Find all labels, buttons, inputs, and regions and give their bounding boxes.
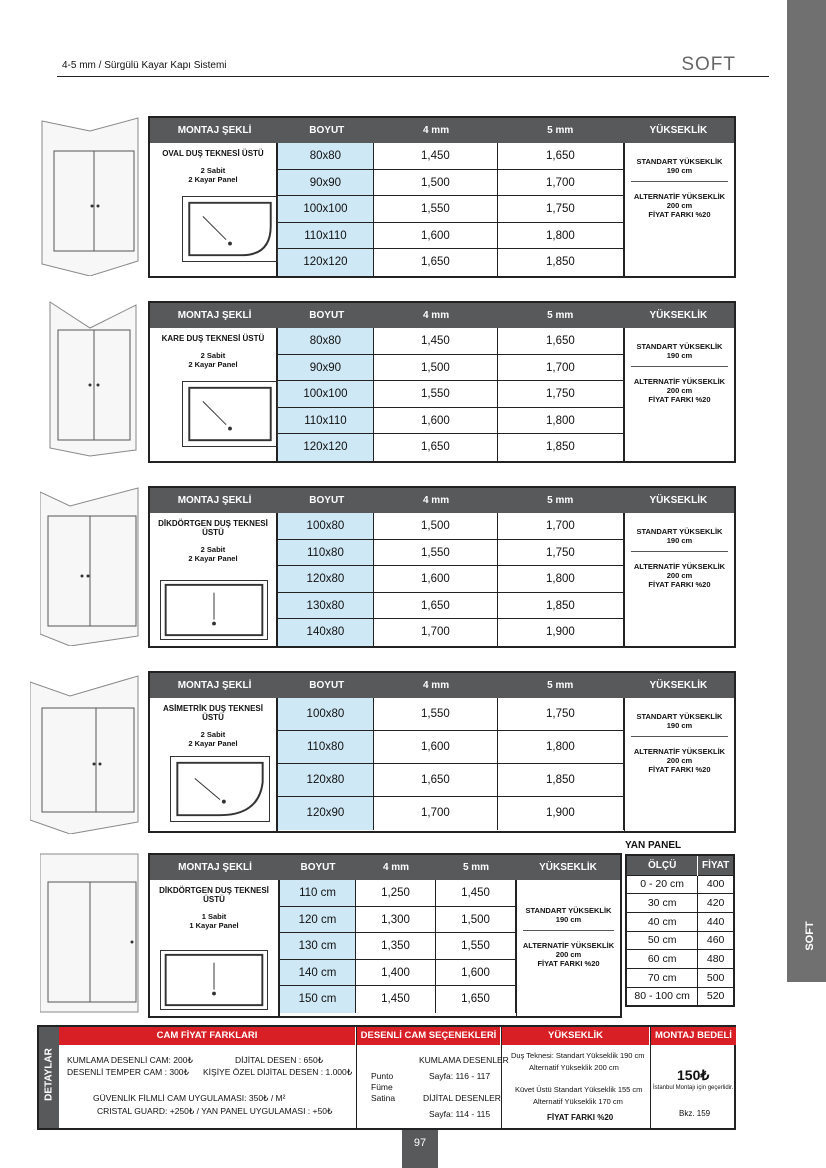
col-montaj: MONTAJ ŞEKLİ bbox=[177, 125, 252, 136]
height-note bbox=[624, 328, 734, 461]
panel-fixed: 2 Sabit bbox=[200, 545, 226, 554]
height-note bbox=[516, 880, 620, 1016]
size: 100x80 bbox=[278, 698, 374, 730]
col-boyut: BOYUT bbox=[309, 310, 345, 321]
cam-dijital: DİJİTAL DESEN : 650₺ bbox=[235, 1055, 324, 1065]
price-4mm: 1,250 bbox=[356, 880, 436, 906]
size: 90x90 bbox=[278, 170, 374, 196]
table-row bbox=[280, 907, 516, 934]
header-divider bbox=[57, 76, 769, 77]
alt-height-label: ALTERNATİF YÜKSEKLİK bbox=[633, 747, 726, 756]
montaj-note: İstanbul Montajı için geçerlidir. bbox=[653, 1085, 734, 1091]
price-5mm: 1,850 bbox=[498, 764, 624, 796]
price: 480 bbox=[698, 950, 734, 969]
std-height-value: 190 cm bbox=[555, 915, 582, 924]
price-4mm: 1,400 bbox=[356, 960, 436, 986]
col-boyut: BOYUT bbox=[309, 680, 345, 691]
side-panel-table bbox=[625, 840, 735, 1007]
table-row bbox=[626, 912, 734, 931]
price-4mm: 1,550 bbox=[374, 381, 498, 407]
price-5mm: 1,750 bbox=[498, 540, 624, 566]
col-yukseklik: YÜKSEKLİK bbox=[539, 862, 597, 873]
square-tray-plan-icon bbox=[182, 381, 278, 447]
sidebar-label: SOFT bbox=[804, 921, 816, 951]
size: 110x80 bbox=[278, 731, 374, 763]
col-olcu: ÖLÇÜ bbox=[626, 855, 698, 875]
cam-header: CAM FİYAT FARKLARI bbox=[59, 1027, 356, 1045]
single-slider-plan-icon bbox=[160, 950, 268, 1010]
panel-sliding: 2 Kayar Panel bbox=[188, 739, 238, 748]
price-5mm: 1,650 bbox=[498, 328, 624, 354]
alt-height-value: 200 cm bbox=[666, 756, 693, 765]
std-height-value: 190 cm bbox=[666, 721, 693, 730]
montaj-ref: Bkz. 159 bbox=[679, 1109, 711, 1118]
table-row bbox=[626, 931, 734, 950]
size: 80 - 100 cm bbox=[626, 987, 698, 1006]
cam-cristal: CRISTAL GUARD: +250₺ / YAN PANEL UYGULAMASI : +50₺ bbox=[97, 1106, 333, 1116]
panel-fixed: 2 Sabit bbox=[200, 730, 226, 739]
size: 90x90 bbox=[278, 355, 374, 381]
price-diff: FİYAT FARKI %20 bbox=[537, 959, 600, 968]
table-row bbox=[626, 875, 734, 894]
yuk-kuvet-alt: Alternatif Yükseklik 170 cm bbox=[533, 1097, 623, 1106]
table-row bbox=[278, 381, 624, 408]
price-4mm: 1,700 bbox=[374, 619, 498, 646]
price-4mm: 1,700 bbox=[374, 797, 498, 830]
table-row bbox=[278, 408, 624, 435]
size: 60 cm bbox=[626, 950, 698, 969]
cam-temper: DESENLİ TEMPER CAM : 300₺ bbox=[67, 1067, 189, 1077]
col-montaj: MONTAJ ŞEKLİ bbox=[178, 862, 252, 873]
height-note bbox=[624, 143, 734, 276]
price-4mm: 1,600 bbox=[374, 223, 498, 249]
divider bbox=[650, 1027, 651, 1128]
col-boyut: BOYUT bbox=[309, 125, 345, 136]
price-5mm: 1,900 bbox=[498, 619, 624, 646]
col-yukseklik: YÜKSEKLİK bbox=[649, 495, 708, 506]
table-row bbox=[280, 880, 516, 907]
price-4mm: 1,600 bbox=[374, 731, 498, 763]
desen-dijital-page: Sayfa: 114 - 115 bbox=[429, 1109, 491, 1119]
col-yukseklik: YÜKSEKLİK bbox=[649, 310, 708, 321]
col-4mm: 4 mm bbox=[422, 680, 450, 691]
std-height-label: STANDART YÜKSEKLİK bbox=[636, 527, 723, 536]
size: 80x80 bbox=[278, 143, 374, 169]
size: 40 cm bbox=[626, 912, 698, 931]
table-row bbox=[278, 434, 624, 461]
page-subtitle: 4-5 mm / Sürgülü Kayar Kapı Sistemi bbox=[62, 60, 227, 71]
desen-satina: Satina bbox=[371, 1093, 396, 1103]
col-5mm: 5 mm bbox=[547, 495, 574, 506]
price-4mm: 1,550 bbox=[374, 196, 498, 222]
panel-fixed: 2 Sabit bbox=[200, 351, 226, 360]
size: 140 cm bbox=[280, 960, 356, 986]
tray-name: DİKDÖRTGEN DUŞ TEKNESİ ÜSTÜ bbox=[159, 886, 269, 904]
table-row bbox=[278, 223, 624, 250]
size: 120x80 bbox=[278, 566, 374, 592]
price-5mm: 1,850 bbox=[498, 434, 624, 461]
price-4mm: 1,300 bbox=[356, 907, 436, 933]
divider bbox=[501, 1027, 502, 1128]
col-5mm: 5 mm bbox=[462, 862, 490, 873]
asymmetric-cabin-photo bbox=[30, 674, 140, 834]
yuk-dus-alt: Alternatif Yükseklik 200 cm bbox=[529, 1063, 619, 1072]
cam-ozel: KİŞİYE ÖZEL DİJİTAL DESEN : 1.000₺ bbox=[203, 1067, 353, 1077]
price-4mm: 1,550 bbox=[374, 698, 498, 730]
desen-header: DESENLİ CAM SEÇENEKLERİ bbox=[357, 1027, 501, 1045]
col-5mm: 5 mm bbox=[547, 125, 574, 136]
panel-sliding: 1 Kayar Panel bbox=[189, 921, 239, 930]
price-5mm: 1,850 bbox=[498, 593, 624, 619]
panel-fixed: 2 Sabit bbox=[200, 166, 226, 175]
size: 110x110 bbox=[278, 408, 374, 434]
col-5mm: 5 mm bbox=[547, 680, 574, 691]
table-row bbox=[626, 950, 734, 969]
size: 120x120 bbox=[278, 249, 374, 276]
size: 100x100 bbox=[278, 381, 374, 407]
page-number: 97 bbox=[402, 1130, 438, 1168]
col-yukseklik: YÜKSEKLİK bbox=[649, 125, 708, 136]
square-cabin-photo bbox=[40, 300, 140, 458]
price: 440 bbox=[698, 912, 734, 931]
col-yukseklik: YÜKSEKLİK bbox=[649, 680, 708, 691]
size: 0 - 20 cm bbox=[626, 875, 698, 894]
price-5mm: 1,600 bbox=[436, 960, 516, 986]
desen-punto: Punto bbox=[371, 1071, 394, 1081]
size: 150 cm bbox=[280, 986, 356, 1013]
desen-fume: Füme bbox=[371, 1082, 393, 1092]
price-5mm: 1,700 bbox=[498, 513, 624, 539]
size: 120x80 bbox=[278, 764, 374, 796]
col-montaj: MONTAJ ŞEKLİ bbox=[177, 680, 252, 691]
std-height-value: 190 cm bbox=[666, 166, 693, 175]
price-diff: FİYAT FARKI %20 bbox=[648, 580, 711, 589]
table-row bbox=[278, 328, 624, 355]
std-height-label: STANDART YÜKSEKLİK bbox=[525, 906, 612, 915]
price-5mm: 1,650 bbox=[498, 143, 624, 169]
price-5mm: 1,550 bbox=[436, 933, 516, 959]
size: 100x100 bbox=[278, 196, 374, 222]
panel-fixed: 1 Sabit bbox=[201, 912, 227, 921]
table-row bbox=[278, 698, 624, 731]
price-5mm: 1,650 bbox=[436, 986, 516, 1013]
price: 520 bbox=[698, 987, 734, 1006]
col-4mm: 4 mm bbox=[422, 495, 450, 506]
montaj-price: 150₺ bbox=[677, 1067, 710, 1083]
table-row bbox=[278, 170, 624, 197]
tray-name: DİKDÖRTGEN DUŞ TEKNESİ ÜSTÜ bbox=[158, 519, 268, 537]
oval-cabin-photo bbox=[40, 116, 140, 276]
alt-height-label: ALTERNATİF YÜKSEKLİK bbox=[633, 377, 726, 386]
alt-height-label: ALTERNATİF YÜKSEKLİK bbox=[633, 192, 726, 201]
table-row bbox=[278, 196, 624, 223]
price-5mm: 1,700 bbox=[498, 170, 624, 196]
side-panel-title: YAN PANEL bbox=[625, 840, 682, 851]
table-row bbox=[278, 513, 624, 540]
price-4mm: 1,650 bbox=[374, 764, 498, 796]
montaj-header: MONTAJ BEDELİ bbox=[651, 1027, 736, 1045]
price: 500 bbox=[698, 968, 734, 987]
std-height-label: STANDART YÜKSEKLİK bbox=[636, 157, 723, 166]
desen-kumlama-page: Sayfa: 116 - 117 bbox=[429, 1071, 491, 1081]
col-5mm: 5 mm bbox=[547, 310, 574, 321]
table-row bbox=[278, 566, 624, 593]
price-4mm: 1,500 bbox=[374, 355, 498, 381]
price-5mm: 1,800 bbox=[498, 408, 624, 434]
price-5mm: 1,500 bbox=[436, 907, 516, 933]
cam-guvenlik: GÜVENLİK FİLMLİ CAM UYGULAMASI: 350₺ / M² bbox=[93, 1093, 286, 1103]
panel-sliding: 2 Kayar Panel bbox=[188, 175, 238, 184]
price-5mm: 1,800 bbox=[498, 223, 624, 249]
size: 110x110 bbox=[278, 223, 374, 249]
col-4mm: 4 mm bbox=[422, 125, 450, 136]
col-montaj: MONTAJ ŞEKLİ bbox=[177, 310, 252, 321]
size: 120x120 bbox=[278, 434, 374, 461]
size: 70 cm bbox=[626, 968, 698, 987]
table-row bbox=[278, 593, 624, 620]
table-row bbox=[278, 764, 624, 797]
details-box bbox=[37, 1025, 736, 1130]
desen-kumlama: KUMLAMA DESENLER bbox=[419, 1055, 509, 1065]
price-4mm: 1,500 bbox=[374, 513, 498, 539]
price-4mm: 1,600 bbox=[374, 408, 498, 434]
size: 80x80 bbox=[278, 328, 374, 354]
price-4mm: 1,500 bbox=[374, 170, 498, 196]
price-diff: FİYAT FARKI %20 bbox=[648, 210, 711, 219]
table-row bbox=[278, 619, 624, 646]
price-5mm: 1,700 bbox=[498, 355, 624, 381]
price-4mm: 1,650 bbox=[374, 434, 498, 461]
table-row bbox=[278, 540, 624, 567]
table-row bbox=[280, 986, 516, 1013]
price-4mm: 1,600 bbox=[374, 566, 498, 592]
size: 120x90 bbox=[278, 797, 374, 830]
desen-dijital: DİJİTAL DESENLER bbox=[423, 1093, 501, 1103]
asymmetric-tray-plan-icon bbox=[170, 756, 270, 822]
table-row bbox=[626, 987, 734, 1006]
col-4mm: 4 mm bbox=[382, 862, 410, 873]
price-4mm: 1,650 bbox=[374, 593, 498, 619]
price-diff: FİYAT FARKI %20 bbox=[648, 395, 711, 404]
table-row bbox=[278, 355, 624, 382]
size: 130 cm bbox=[280, 933, 356, 959]
tray-name: ASİMETRİK DUŞ TEKNESİ ÜSTÜ bbox=[162, 704, 263, 722]
price: 400 bbox=[698, 875, 734, 894]
yukseklik-header: YÜKSEKLİK bbox=[502, 1027, 650, 1045]
alt-height-value: 200 cm bbox=[666, 386, 693, 395]
table-row bbox=[278, 731, 624, 764]
tray-name: OVAL DUŞ TEKNESİ ÜSTÜ bbox=[162, 149, 264, 158]
price-5mm: 1,800 bbox=[498, 731, 624, 763]
rectangle-cabin-photo bbox=[40, 486, 140, 646]
size: 140x80 bbox=[278, 619, 374, 646]
price-4mm: 1,350 bbox=[356, 933, 436, 959]
price-4mm: 1,450 bbox=[374, 328, 498, 354]
size: 110x80 bbox=[278, 540, 374, 566]
std-height-label: STANDART YÜKSEKLİK bbox=[636, 712, 723, 721]
yuk-fark: FİYAT FARKI %20 bbox=[547, 1113, 614, 1122]
size: 110 cm bbox=[280, 880, 356, 906]
size: 50 cm bbox=[626, 931, 698, 950]
price: 460 bbox=[698, 931, 734, 950]
size: 100x80 bbox=[278, 513, 374, 539]
height-note bbox=[624, 698, 734, 831]
size: 120 cm bbox=[280, 907, 356, 933]
price-4mm: 1,450 bbox=[374, 143, 498, 169]
cam-kumlama: KUMLAMA DESENLİ CAM: 200₺ bbox=[67, 1055, 193, 1065]
col-4mm: 4 mm bbox=[422, 310, 450, 321]
std-height-value: 190 cm bbox=[666, 536, 693, 545]
yuk-kuvet: Küvet Üstü Standart Yükseklik 155 cm bbox=[515, 1085, 643, 1094]
sidebar-tab bbox=[787, 0, 826, 982]
rectangle-tray-plan-icon bbox=[160, 580, 268, 640]
price-4mm: 1,650 bbox=[374, 249, 498, 276]
table-row bbox=[626, 968, 734, 987]
alt-height-value: 200 cm bbox=[555, 950, 582, 959]
table-row bbox=[278, 143, 624, 170]
panel-sliding: 2 Kayar Panel bbox=[188, 554, 238, 563]
details-label: DETAYLAR bbox=[43, 1048, 55, 1101]
size: 30 cm bbox=[626, 894, 698, 913]
table-row bbox=[278, 797, 624, 830]
panel-sliding: 2 Kayar Panel bbox=[188, 360, 238, 369]
single-slider-cabin-photo bbox=[40, 852, 140, 1017]
brand-title: SOFT bbox=[681, 54, 736, 75]
price: 420 bbox=[698, 894, 734, 913]
col-montaj: MONTAJ ŞEKLİ bbox=[177, 495, 252, 506]
table-row bbox=[626, 894, 734, 913]
table-row bbox=[280, 960, 516, 987]
price-4mm: 1,450 bbox=[356, 986, 436, 1013]
col-boyut: BOYUT bbox=[300, 862, 336, 873]
price-5mm: 1,750 bbox=[498, 196, 624, 222]
table-row bbox=[280, 933, 516, 960]
price-5mm: 1,900 bbox=[498, 797, 624, 830]
tray-name: KARE DUŞ TEKNESİ ÜSTÜ bbox=[161, 334, 265, 343]
details-label-bar bbox=[39, 1027, 59, 1128]
alt-height-value: 200 cm bbox=[666, 571, 693, 580]
price-5mm: 1,800 bbox=[498, 566, 624, 592]
size: 130x80 bbox=[278, 593, 374, 619]
price-5mm: 1,450 bbox=[436, 880, 516, 906]
price-5mm: 1,750 bbox=[498, 698, 624, 730]
table-row bbox=[278, 249, 624, 276]
std-height-value: 190 cm bbox=[666, 351, 693, 360]
alt-height-label: ALTERNATİF YÜKSEKLİK bbox=[522, 941, 615, 950]
price-4mm: 1,550 bbox=[374, 540, 498, 566]
divider bbox=[356, 1027, 357, 1128]
price-diff: FİYAT FARKI %20 bbox=[648, 765, 711, 774]
oval-tray-plan-icon bbox=[182, 196, 278, 262]
col-boyut: BOYUT bbox=[309, 495, 345, 506]
price-5mm: 1,750 bbox=[498, 381, 624, 407]
col-fiyat: FİYAT bbox=[698, 855, 734, 875]
alt-height-value: 200 cm bbox=[666, 201, 693, 210]
price-5mm: 1,850 bbox=[498, 249, 624, 276]
alt-height-label: ALTERNATİF YÜKSEKLİK bbox=[633, 562, 726, 571]
yuk-dus: Duş Teknesi: Standart Yükseklik 190 cm bbox=[511, 1051, 645, 1060]
height-note bbox=[624, 513, 734, 646]
std-height-label: STANDART YÜKSEKLİK bbox=[636, 342, 723, 351]
